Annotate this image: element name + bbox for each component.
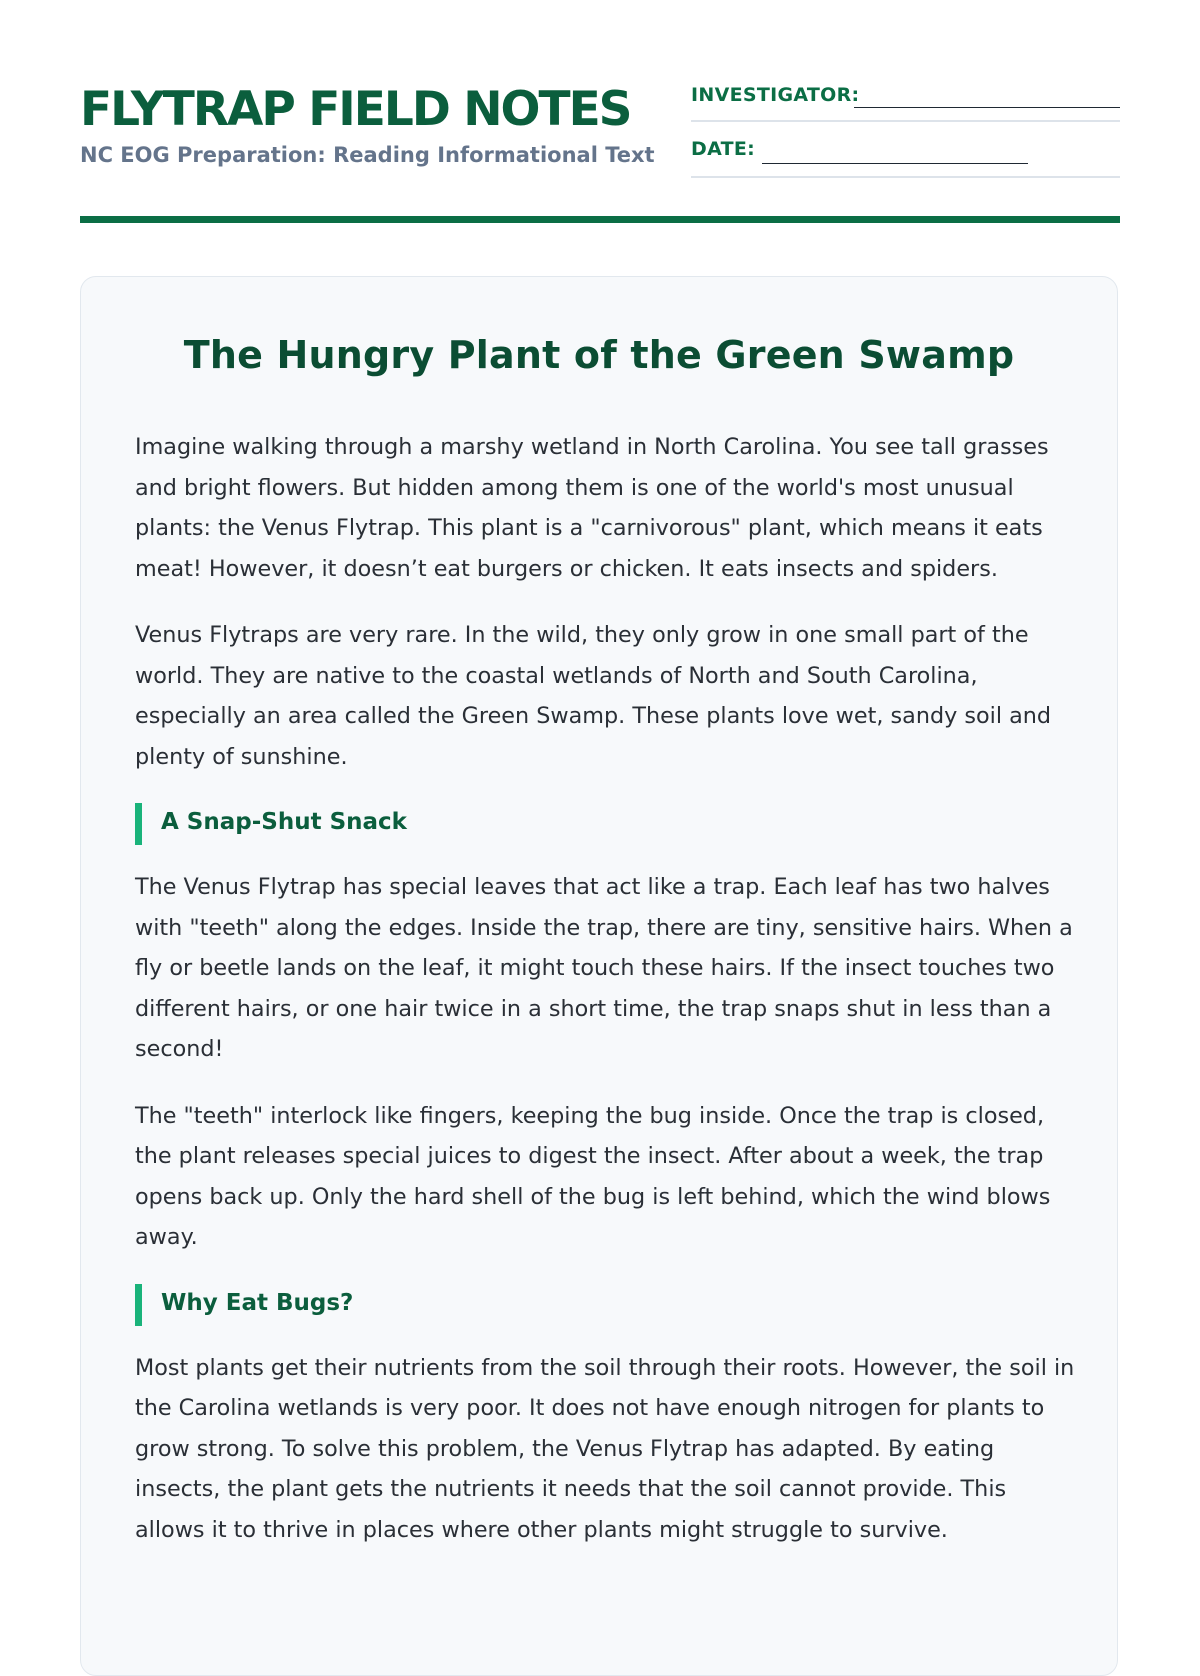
date-label: DATE: — [691, 138, 756, 160]
section-heading-text: A Snap-Shut Snack — [161, 809, 407, 835]
section-heading-text: Why Eat Bugs? — [161, 1289, 354, 1316]
worksheet-title: FLYTRAP FIELD NOTES — [80, 82, 631, 137]
section-heading — [135, 803, 1075, 845]
section-heading — [135, 1284, 1075, 1326]
worksheet-subtitle: NC EOG Preparation: Reading Informational Text — [80, 143, 655, 167]
article-title: The Hungry Plant of the Green Swamp — [183, 333, 1015, 377]
investigator-field — [691, 78, 1120, 122]
article-paragraph: The Venus Flytrap has special leaves that act like a trap. Each leaf has two halves with "teeth" along the edges. Inside the trap, there are tiny, sensitive hairs. When a fly or beetle lands on the leaf, it might touch these hairs. If the insect touches two different hairs, or one hair twice in a short time, the trap snaps shut in less than a second! — [135, 874, 1073, 1062]
article-paragraph: The "teeth" interlock like fingers, keeping the bug inside. Once the trap is closed, the plant releases special juices to digest the insect. After about a week, the trap opens back up. Only the hard shell of the bug is left behind, which the wind blows away. — [135, 1102, 1051, 1250]
article-paragraph: Imagine walking through a marshy wetland in North Carolina. You see tall grasses and bright flowers. But hidden among them is one of the world's most unusual plants: the Venus Flytrap. This plant is a "carnivorous" plant, which means it eats meat! However, it doesn’t eat burgers or chicken. It eats insects and spiders. — [135, 434, 1049, 582]
section-accent-bar — [135, 803, 142, 845]
article-paragraph: Venus Flytraps are very rare. In the wild, they only grow in one small part of the world. They are native to the coastal wetlands of North and South Carolina, especially an area called the Green Swamp. These plants love wet, sandy soil and plenty of sunshine. — [135, 622, 1052, 770]
worksheet-page — [80, 0, 1120, 1543]
header-divider — [80, 216, 1120, 223]
investigator-blank-line[interactable] — [854, 107, 1120, 108]
investigator-label: INVESTIGATOR: — [691, 84, 860, 106]
article-body — [135, 427, 1075, 1576]
worksheet-header — [80, 0, 1120, 224]
article-card — [80, 276, 1118, 1676]
article-paragraph: Most plants get their nutrients from the soil through their roots. However, the soil in the Carolina wetlands is very poor. It does not have enough nitrogen for plants to grow strong. To solve this problem, the Venus Flytrap has adapted. By eating insects, the plant gets the nutrients it needs that the soil cannot provide. This allows it to thrive in places where other plants might struggle to survive. — [135, 1354, 1075, 1543]
date-blank-line[interactable] — [762, 163, 1028, 164]
date-field — [691, 132, 1120, 178]
section-accent-bar — [135, 1284, 142, 1326]
